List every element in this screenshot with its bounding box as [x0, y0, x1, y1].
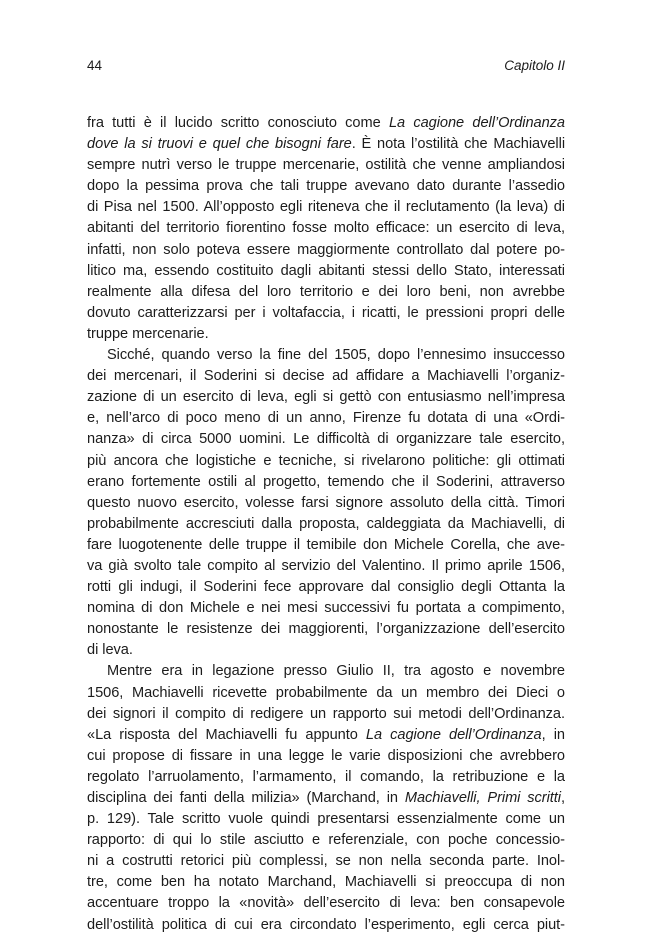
text-line — [87, 556, 565, 577]
text-segment: nanza» di circa 5000 uomini. Le difficoltà di organizzare tale esercito, — [87, 431, 565, 448]
text-line — [87, 640, 565, 661]
text-segment: e, nell’arco di poco meno di un anno, Firenze fu dotata di una «Ordi- — [87, 410, 565, 427]
text-segment: truppe mercenarie. — [87, 325, 209, 342]
text-line — [87, 619, 565, 640]
text-segment: sempre nutrì verso le truppe mercenarie, ostilità che venne ampliandosi — [87, 157, 565, 174]
text-segment: realmente alla difesa del loro territorio e dei loro beni, non avrebbe — [87, 283, 565, 300]
paragraph — [87, 345, 565, 661]
text-segment: dell’ostilità politica di cui era circondato l’esperimento, egli cerca piut- — [87, 916, 565, 933]
text-line — [87, 282, 565, 303]
italic-title: dove la si truovi e quel che bisogni fare — [87, 136, 352, 153]
text-segment: accentuare troppo la «novità» dell’esercito di leva: ben consapevole — [87, 895, 565, 912]
paragraph — [87, 113, 565, 345]
text-line — [87, 366, 565, 387]
text-line — [87, 429, 565, 450]
text-line — [87, 704, 565, 725]
text-segment: rapporto: di qui lo stile asciutto e referenziale, con poche concessio- — [87, 832, 565, 849]
text-segment: va già svolto tale compito al servizio del Valentino. Il primo aprile 1506, — [87, 557, 565, 574]
text-segment: probabilmente accresciuti dalla proposta, caldeggiata da Machiavelli, di — [87, 515, 565, 532]
text-segment: abitanti del territorio fiorentino fosse molto efficace: un esercito di leva, — [87, 220, 565, 237]
text-line — [87, 387, 565, 408]
chapter-title: Capitolo II — [504, 58, 565, 73]
text-line — [87, 197, 565, 218]
text-segment: 1506, Machiavelli ricevette probabilmente da un membro dei Dieci o — [87, 684, 565, 701]
text-line — [87, 809, 565, 830]
running-header — [87, 57, 565, 75]
text-segment: tre, come ben ha notato Marchand, Machiavelli si preoccupa di non — [87, 874, 565, 891]
text-segment: erano fortemente ostili al progetto, temendo che il Soderini, attraverso — [87, 473, 565, 490]
text-line — [87, 155, 565, 176]
text-segment: ni a costrutti retorici più complessi, se non nella seconda parte. Inol- — [87, 853, 565, 870]
body-text — [87, 113, 565, 936]
text-line — [87, 683, 565, 704]
text-segment: dei mercenari, il Soderini si decise ad affidare a Machiavelli l’organiz- — [87, 368, 565, 385]
text-segment: di leva. — [87, 642, 133, 659]
text-segment: nonostante le resistenze dei maggiorenti, l’organizzazione dell’esercito — [87, 621, 565, 638]
text-segment: rotti gli indugi, il Soderini fece approvare dal consiglio degli Ottanta la — [87, 579, 565, 596]
text-line — [87, 514, 565, 535]
text-line — [87, 261, 565, 282]
text-segment: infatti, non solo poteva essere maggiormente controllato dal potere po- — [87, 241, 565, 258]
text-line — [87, 725, 565, 746]
text-segment: litico ma, essendo costituito dagli abitanti stessi dello Stato, interessati — [87, 262, 565, 279]
text-segment: dopo la pessima prova che tali truppe avevano dato durante l’assedio — [87, 178, 565, 195]
text-segment: fare luogotenente delle truppe il temibile don Michele Corella, che ave- — [87, 536, 565, 553]
text-segment: regolato l’arruolamento, l’armamento, il comando, la retribuzione e la — [87, 768, 565, 785]
text-line — [87, 240, 565, 261]
text-segment: . È nota l’ostilità che Machiavelli — [351, 136, 566, 153]
text-line — [87, 218, 565, 239]
text-segment: , — [560, 790, 565, 806]
text-line — [87, 324, 565, 345]
text-segment: «La risposta del Machiavelli fu appunto — [87, 726, 366, 743]
text-line — [87, 535, 565, 556]
text-segment: cui propose di fissare in una legge le varie disposizioni che avrebbero — [87, 747, 565, 764]
text-segment: disciplina dei fanti della milizia» (Marchand, in — [87, 790, 405, 806]
text-line — [87, 472, 565, 493]
text-line — [87, 893, 565, 914]
text-segment: Mentre era in legazione presso Giulio II, tra agosto e novembre — [107, 663, 565, 680]
text-line — [87, 872, 565, 893]
text-line — [87, 345, 565, 366]
text-line — [87, 598, 565, 619]
text-segment: dei signori il compito di redigere un rapporto sui metodi dell’Ordinanza. — [87, 705, 565, 722]
italic-title: Machiavelli, Primi scritti — [404, 790, 561, 806]
italic-title: La cagione dell’Ordinanza — [365, 726, 542, 743]
text-line — [87, 493, 565, 514]
italic-title: La cagione dell’Ordinanza — [388, 115, 565, 131]
text-segment: più ancora che logistiche e tecniche, si rivelarono politiche: gli ottimati — [87, 452, 565, 469]
text-segment: questo nuovo esercito, volesse farsi signore assoluto della città. Timori — [87, 494, 565, 511]
text-segment: dovuto caratterizzarsi per i voltafaccia, i ricatti, le pressioni propri delle — [87, 304, 565, 321]
text-segment: nomina di don Michele e nei mesi successivi fu portata a compimento, — [87, 600, 565, 617]
text-line — [87, 767, 565, 788]
text-line — [87, 830, 565, 851]
text-line — [87, 408, 565, 429]
paragraph — [87, 661, 565, 935]
text-line — [87, 851, 565, 872]
text-segment: zazione di un esercito di leva, egli si gettò con entusiasmo nell’impresa — [87, 389, 565, 406]
text-line — [87, 661, 565, 682]
text-line — [87, 788, 565, 809]
text-line — [87, 915, 565, 936]
page-number: 44 — [87, 58, 103, 73]
text-segment: fra tutti è il lucido scritto conosciuto come — [87, 115, 389, 131]
text-segment: , in — [541, 726, 565, 743]
text-line — [87, 746, 565, 767]
text-line — [87, 451, 565, 472]
text-line — [87, 303, 565, 324]
text-line — [87, 113, 565, 134]
text-segment: Sicché, quando verso la fine del 1505, dopo l’ennesimo insuccesso — [107, 347, 565, 364]
text-segment: p. 129). Tale scritto vuole quindi presentarsi essenzialmente come un — [87, 811, 565, 828]
text-segment: di Pisa nel 1500. All’opposto egli riteneva che il reclutamento (la leva) di — [87, 199, 565, 216]
text-line — [87, 577, 565, 598]
text-line — [87, 134, 565, 155]
text-line — [87, 176, 565, 197]
